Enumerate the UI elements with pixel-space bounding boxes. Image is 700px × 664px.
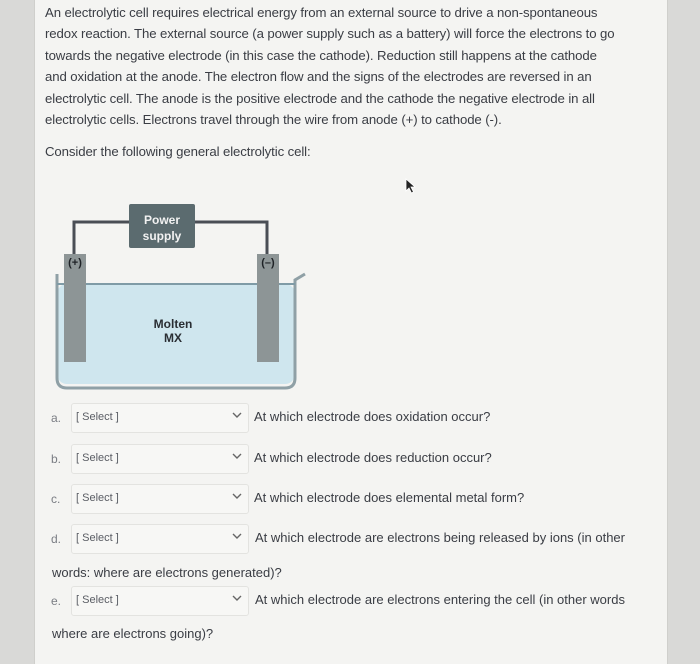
cathode-wire: [195, 222, 267, 254]
select-placeholder: [ Select ]: [76, 532, 119, 544]
cathode-sign: (–): [261, 257, 275, 269]
answer-select-a[interactable]: [71, 403, 249, 433]
answer-select-e[interactable]: [71, 586, 249, 616]
question-letter: c.: [51, 492, 61, 506]
mouse-cursor-icon: [405, 178, 417, 194]
anode-electrode: [64, 254, 86, 362]
question-text: At which electrode are electrons entering the cell (in other words: [255, 592, 625, 607]
select-placeholder: [ Select ]: [76, 411, 119, 423]
question-letter: d.: [51, 532, 62, 546]
chevron-down-icon: [232, 451, 242, 461]
question-text: At which electrode does elemental metal form?: [254, 490, 525, 505]
chevron-down-icon: [232, 531, 242, 541]
select-placeholder: [ Select ]: [76, 594, 119, 606]
question-e: [51, 586, 661, 616]
intro-line: electrolytic cells. Electrons travel through the wire from anode (+) to cathode (-).: [45, 112, 502, 128]
intro-line: An electrolytic cell requires electrical energy from an external source to drive a non-spontaneous: [45, 5, 598, 20]
question-page: [34, 0, 668, 664]
anode-wire: [74, 222, 129, 254]
answer-select-c[interactable]: [71, 484, 249, 514]
question-text: At which electrode are electrons being released by ions (in other: [255, 530, 625, 545]
question-letter: a.: [51, 411, 62, 425]
question-text: At which electrode does reduction occur?: [254, 450, 492, 465]
answer-select-b[interactable]: [71, 444, 249, 474]
question-text-continuation: where are electrons going)?: [52, 626, 214, 641]
question-text: At which electrode does oxidation occur?: [254, 409, 491, 424]
chevron-down-icon: [232, 593, 242, 603]
electrolyte-label: MX: [164, 331, 182, 345]
answer-select-d[interactable]: [71, 524, 249, 554]
question-letter: e.: [51, 594, 62, 608]
question-letter: b.: [51, 452, 62, 466]
cathode-electrode: [257, 254, 279, 362]
intro-line: towards the negative electrode (in this case the cathode). Reduction still happens at the cathode: [45, 47, 597, 63]
intro-paragraph: [45, 2, 657, 130]
electrolytic-cell-diagram: [49, 196, 311, 392]
intro-line: electrolytic cell. The anode is the positive electrode and the cathode the negative electrode in all: [45, 90, 595, 106]
chevron-down-icon: [232, 410, 242, 420]
intro-text: [45, 2, 657, 163]
question-d: [51, 524, 661, 554]
power-supply-label: Power: [143, 213, 181, 227]
question-b: [51, 444, 651, 474]
question-a: [51, 403, 651, 433]
electrolyte-label: Molten: [153, 317, 193, 331]
power-supply-label: supply: [142, 229, 182, 243]
anode-sign: (+): [68, 257, 82, 269]
select-placeholder: [ Select ]: [76, 452, 119, 464]
intro-line: redox reaction. The external source (a power supply such as a battery) will force the electrons to go: [45, 26, 615, 42]
question-text-continuation: words: where are electrons generated)?: [52, 565, 282, 580]
intro-line: and oxidation at the anode. The electron flow and the signs of the electrodes are reversed in an: [45, 69, 592, 85]
chevron-down-icon: [232, 491, 242, 501]
question-c: [51, 484, 651, 514]
select-placeholder: [ Select ]: [76, 492, 119, 504]
consider-prompt: Consider the following general electrolytic cell:: [45, 144, 311, 160]
